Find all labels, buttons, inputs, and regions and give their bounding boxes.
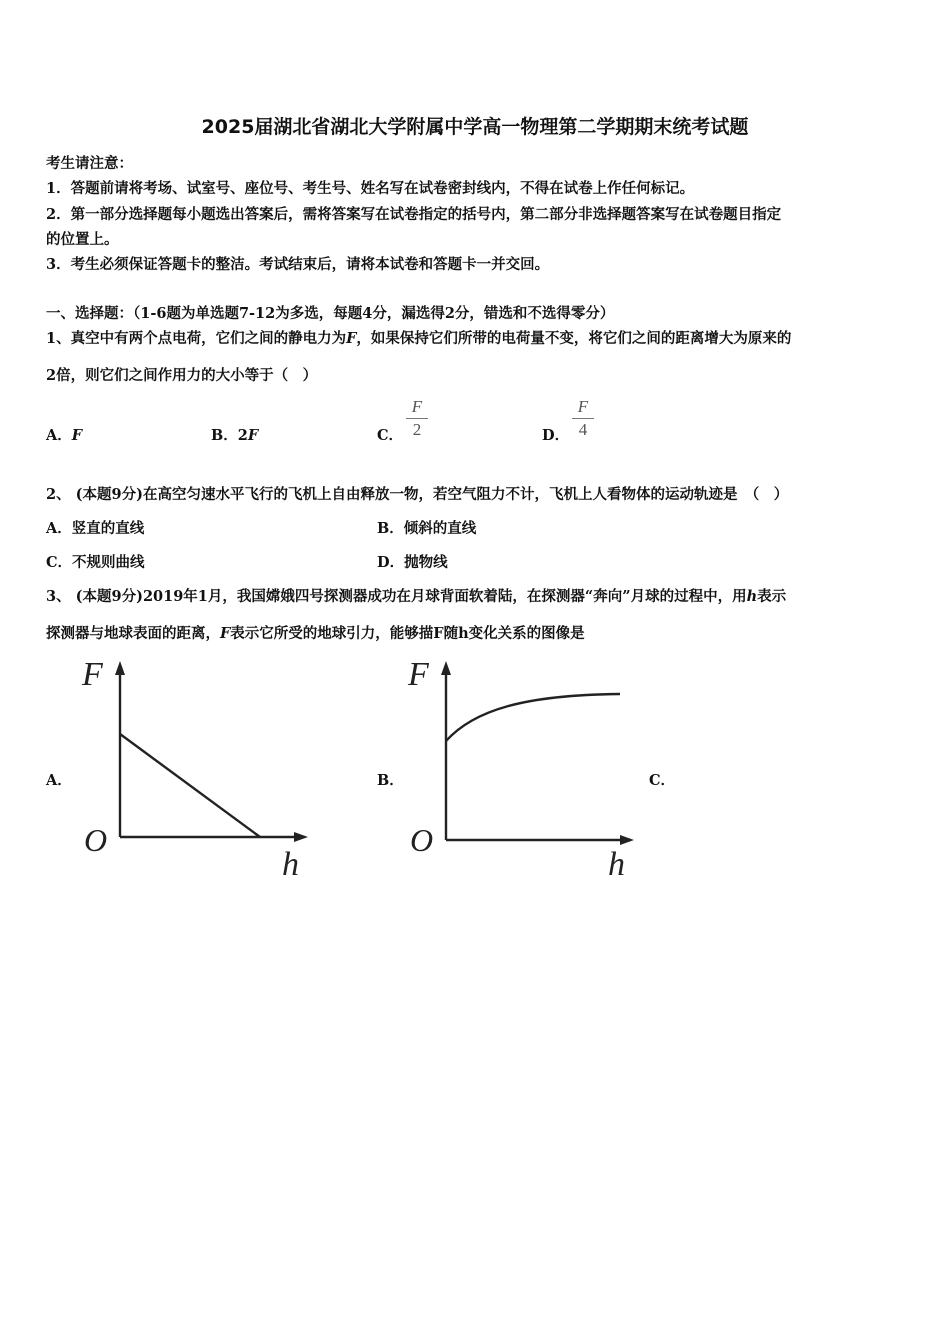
q1-option-c-fraction: F 2 xyxy=(406,397,428,440)
q3-stem-line2: 探测器与地球表面的距离，F表示它所受的地球引力，能够描F随h变化关系的图像是 xyxy=(46,625,585,642)
q2-option-c: C．不规则曲线 xyxy=(46,554,145,571)
q1-option-b: B．2F xyxy=(211,427,259,444)
notice-item-2: 2．第一部分选择题每小题选出答案后，需将答案写在试卷指定的括号内，第二部分非选择题答案写在试卷题目指定 xyxy=(46,206,782,223)
q2-option-d: D．抛物线 xyxy=(377,554,448,571)
q3-option-a: A． xyxy=(46,772,72,789)
q3-graph-b xyxy=(404,655,644,885)
graph-a-line xyxy=(120,734,260,837)
q1-option-d-label: D． xyxy=(542,427,570,444)
q2-option-b: B．倾斜的直线 xyxy=(377,520,477,537)
q3-option-b: B． xyxy=(377,772,404,789)
section-heading: 一、选择题：（1-6题为单选题7-12为多选，每题4分，漏选得2分，错选和不选得零分） xyxy=(46,305,615,322)
q3-option-c: C． xyxy=(649,772,676,789)
graph-a-x-label: h xyxy=(282,846,299,883)
notice-item-3: 3．考生必须保证答题卡的整洁。考试结束后，请将本试卷和答题卡一并交回。 xyxy=(46,256,550,273)
q1-option-d-fraction: F 4 xyxy=(572,397,594,440)
graph-a-origin: O xyxy=(84,822,108,858)
graph-a-x-arrow xyxy=(294,832,308,842)
q1-stem-line1: 1、真空中有两个点电荷，它们之间的静电力为F，如果保持它们所带的电荷量不变，将它们之间的距离增大为原来的 xyxy=(46,330,792,347)
graph-b-y-label: F xyxy=(408,656,429,693)
graph-b-x-arrow xyxy=(620,835,634,845)
graph-b-origin: O xyxy=(410,822,434,858)
q2-option-a: A．竖直的直线 xyxy=(46,520,145,537)
graph-a-y-arrow xyxy=(115,661,125,675)
graph-b-y-arrow xyxy=(441,661,451,675)
graph-a-y-label: F xyxy=(82,656,103,693)
q3-graph-a xyxy=(78,655,318,885)
graph-b-curve xyxy=(446,694,620,741)
notice-item-1: 1．答题前请将考场、试室号、座位号、考生号、姓名写在试卷密封线内，不得在试卷上作任何标记。 xyxy=(46,180,695,197)
graph-b-x-label: h xyxy=(608,846,625,883)
notice-heading: 考生请注意： xyxy=(46,155,133,172)
q1-option-c-label: C． xyxy=(377,427,404,444)
notice-item-2-cont: 的位置上。 xyxy=(46,231,119,248)
q1-option-a: A．F xyxy=(46,427,83,444)
page-title: 2025届湖北省湖北大学附属中学高一物理第二学期期末统考试题 xyxy=(201,116,749,138)
q3-stem-line1: 3、 (本题9分)2019年1月，我国嫦娥四号探测器成功在月球背面软着陆，在探测器“奔向”月球的过程中，用h表示 xyxy=(46,588,787,605)
q2-stem: 2、 (本题9分)在高空匀速水平飞行的飞机上自由释放一物，若空气阻力不计，飞机上人看物体的运动轨迹是 （ ） xyxy=(46,486,789,503)
q1-stem-line2: 2倍，则它们之间作用力的大小等于（ ） xyxy=(46,367,318,384)
